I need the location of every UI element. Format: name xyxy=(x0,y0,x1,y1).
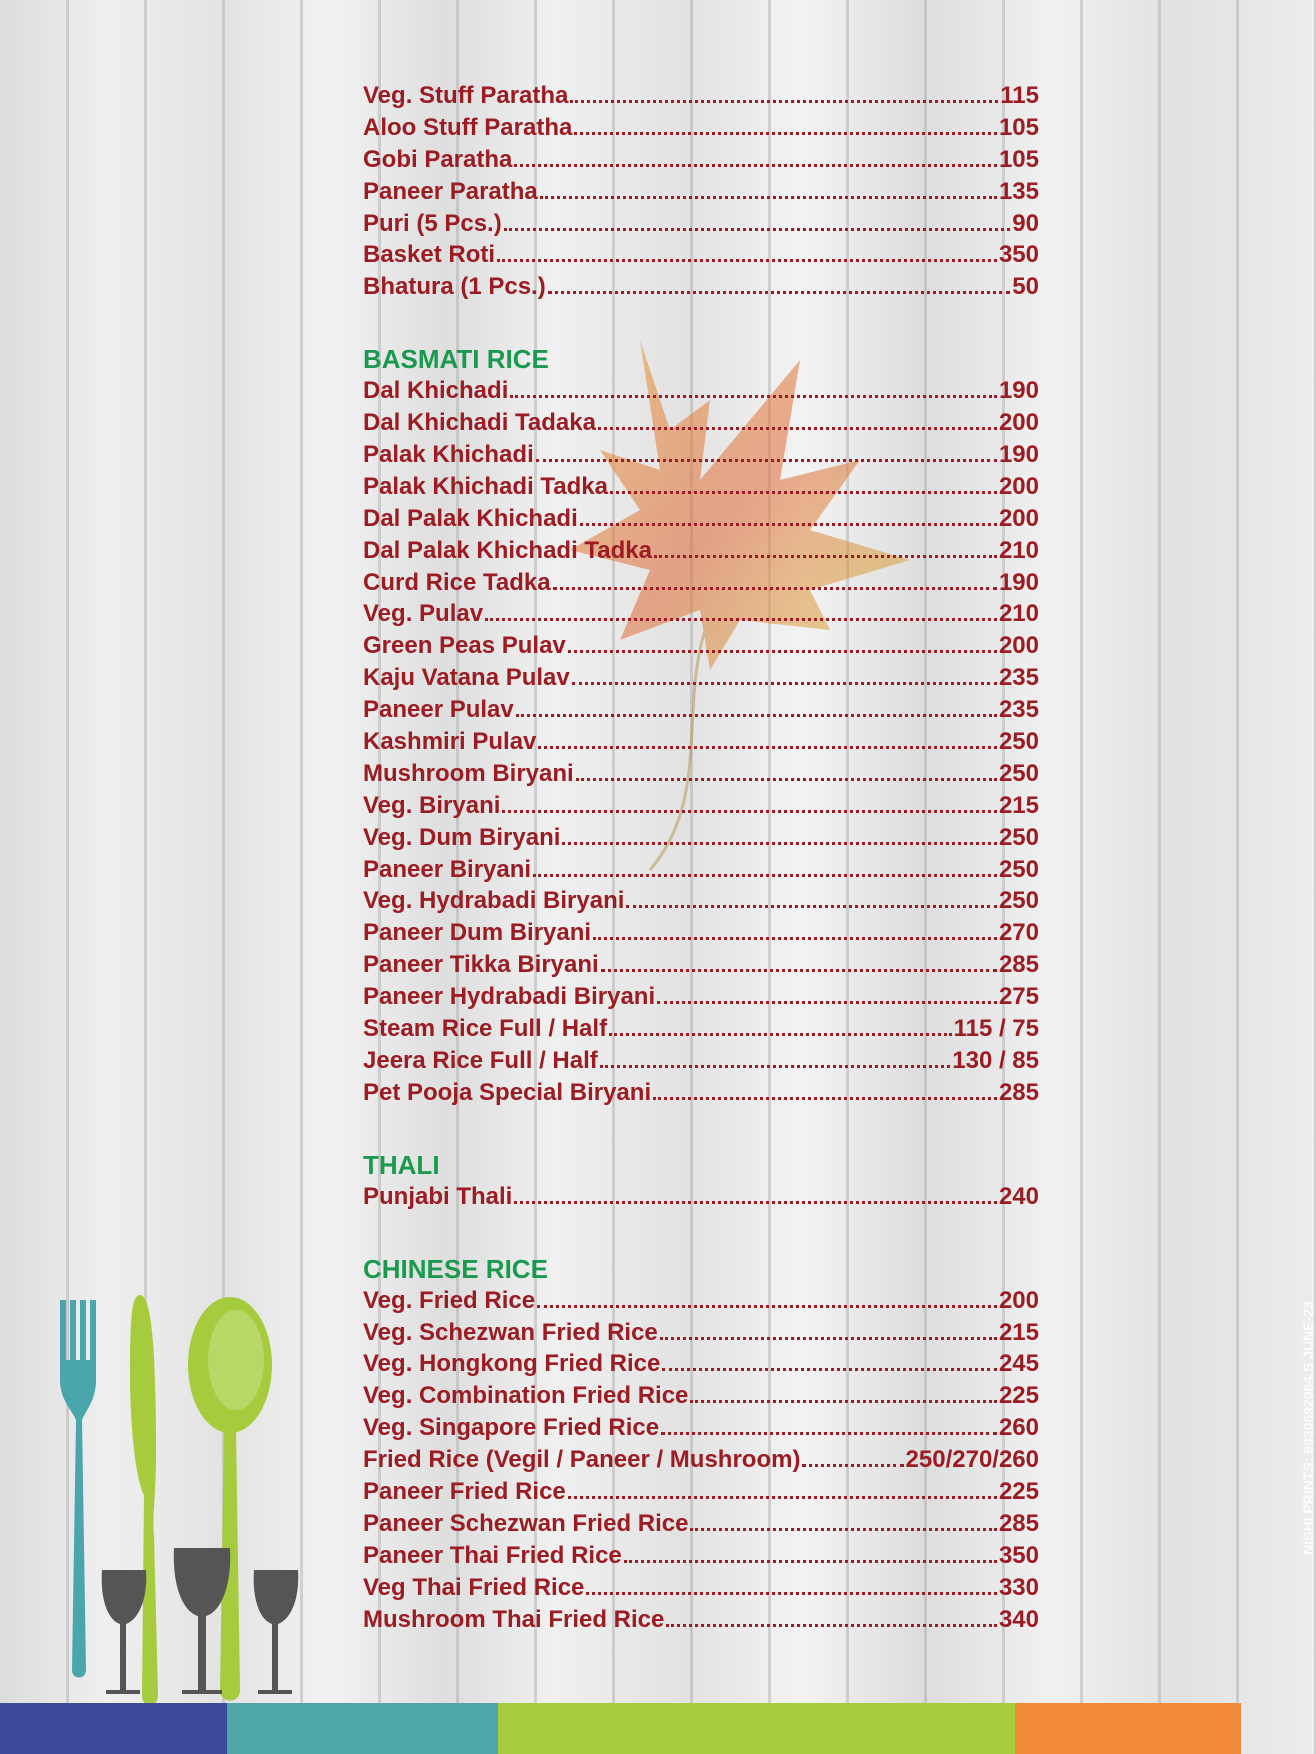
dot-leader xyxy=(553,567,997,590)
dot-leader xyxy=(654,535,997,558)
menu-item-price: 275 xyxy=(998,983,1039,1011)
menu-item-price: 115 / 75 xyxy=(953,1015,1039,1043)
dot-leader xyxy=(653,1077,997,1100)
cutlery-icon xyxy=(40,1290,320,1710)
dot-leader xyxy=(657,981,997,1004)
dot-leader xyxy=(533,854,997,877)
menu-item-name: Curd Rice Tadka xyxy=(363,568,551,596)
menu-item xyxy=(363,949,1039,981)
menu-item-name: Veg. Stuff Paratha xyxy=(363,82,569,109)
menu-item-name: Veg. Dum Biryani xyxy=(363,823,561,851)
section-gap xyxy=(363,303,1039,335)
print-credit: NISHI PRINTS: 9930692964 S JUNE-23 xyxy=(1300,1301,1316,1555)
footer-band-green xyxy=(498,1703,1015,1754)
dot-leader xyxy=(609,1013,952,1036)
menu-item-price: 200 xyxy=(998,632,1039,660)
menu-item-price: 350 xyxy=(998,241,1039,269)
menu-item xyxy=(363,471,1039,503)
menu-item-price: 270 xyxy=(998,919,1039,947)
menu-item-price: 50 xyxy=(1012,273,1039,301)
menu-item xyxy=(363,726,1039,758)
menu-item xyxy=(363,854,1039,886)
dot-leader xyxy=(626,885,997,908)
dot-leader xyxy=(586,1572,997,1595)
menu-item-price: 225 xyxy=(998,1382,1039,1410)
menu-item-price: 250 xyxy=(998,728,1039,756)
section-gap xyxy=(363,1213,1039,1245)
menu-item-price: 250/270/260 xyxy=(905,1446,1039,1474)
menu-item-name: Puri (5 Pcs.) xyxy=(363,209,502,237)
menu-item-price: 260 xyxy=(998,1414,1039,1442)
menu-item-name: Veg. Fried Rice xyxy=(363,1286,536,1314)
menu-item-name: Palak Khichadi xyxy=(363,441,534,469)
menu-item-price: 190 xyxy=(998,568,1039,596)
menu-item-name: Green Peas Pulav xyxy=(363,632,566,660)
menu-item-price: 340 xyxy=(998,1605,1039,1633)
footer-band-teal xyxy=(227,1703,498,1754)
menu-item-price: 250 xyxy=(998,887,1039,915)
menu-item xyxy=(363,239,1039,271)
menu-item-price: 250 xyxy=(998,759,1039,787)
menu-item-name: Veg. Singapore Fried Rice xyxy=(363,1414,660,1442)
menu-item-name: Paneer Thai Fried Rice xyxy=(363,1541,622,1569)
menu-item-name: Veg. Combination Fried Rice xyxy=(363,1382,689,1410)
menu-item xyxy=(363,694,1039,726)
menu-item xyxy=(363,1476,1039,1508)
menu-item xyxy=(363,567,1039,599)
menu-item-price: 235 xyxy=(998,664,1039,692)
menu-item-price: 105 xyxy=(998,113,1039,141)
menu-item xyxy=(363,112,1039,144)
menu-item xyxy=(363,885,1039,917)
menu-item-name: Paneer Pulav xyxy=(363,696,514,724)
menu-item xyxy=(363,917,1039,949)
menu-item-name: Veg. Hydrabadi Biryani xyxy=(363,887,625,915)
section-heading: BASMATI RICE xyxy=(363,344,549,375)
dot-leader xyxy=(548,271,1011,294)
dot-leader xyxy=(576,758,997,781)
menu-item xyxy=(363,1013,1039,1045)
menu-item xyxy=(363,1412,1039,1444)
menu-item xyxy=(363,503,1039,535)
menu-item-name: Paneer Tikka Biryani xyxy=(363,951,599,979)
menu-list xyxy=(363,80,1039,1635)
menu-item-price: 350 xyxy=(998,1541,1039,1569)
menu-item-price: 90 xyxy=(1012,209,1039,237)
dot-leader xyxy=(580,503,997,526)
dot-leader xyxy=(662,1348,997,1371)
section-gap xyxy=(363,1109,1039,1141)
menu-item-name: Paneer Biryani xyxy=(363,855,532,883)
menu-item-price: 215 xyxy=(998,791,1039,819)
dot-leader xyxy=(661,1412,997,1435)
menu-item-price: 200 xyxy=(998,409,1039,437)
menu-item xyxy=(363,1317,1039,1349)
dot-leader xyxy=(568,630,997,653)
menu-item xyxy=(363,598,1039,630)
menu-item xyxy=(363,758,1039,790)
menu-item-name: Veg. Pulav xyxy=(363,600,484,628)
menu-item-price: 210 xyxy=(998,600,1039,628)
menu-item-name: Paneer Paratha xyxy=(363,177,538,205)
menu-item-name: Dal Khichadi xyxy=(363,377,509,405)
menu-item-name: Paneer Fried Rice xyxy=(363,1477,566,1505)
menu-item-name: Gobi Paratha xyxy=(363,145,513,173)
dot-leader xyxy=(514,144,997,167)
menu-item-name: Dal Khichadi Tadaka xyxy=(363,409,596,437)
section-heading: CHINESE RICE xyxy=(363,1253,548,1284)
menu-item xyxy=(363,662,1039,694)
dot-leader xyxy=(600,1045,950,1068)
menu-item-price: 240 xyxy=(998,1182,1039,1210)
menu-item xyxy=(363,208,1039,240)
menu-item xyxy=(363,1572,1039,1604)
menu-item-name: Steam Rice Full / Half xyxy=(363,1015,608,1043)
menu-item xyxy=(363,144,1039,176)
menu-item xyxy=(363,1077,1039,1109)
menu-item-name: Mushroom Thai Fried Rice xyxy=(363,1605,665,1633)
menu-item-name: Bhatura (1 Pcs.) xyxy=(363,273,546,301)
menu-item xyxy=(363,1444,1039,1476)
menu-item-name: Veg. Hongkong Fried Rice xyxy=(363,1350,661,1378)
menu-item-name: Dal Palak Khichadi Tadka xyxy=(363,536,652,564)
menu-item-name: Kaju Vatana Pulav xyxy=(363,664,570,692)
dot-leader xyxy=(624,1540,997,1563)
menu-item xyxy=(363,375,1039,407)
menu-item-price: 250 xyxy=(998,855,1039,883)
menu-item-price: 235 xyxy=(998,696,1039,724)
menu-item-name: Veg. Schezwan Fried Rice xyxy=(363,1318,658,1346)
menu-item-price: 115 xyxy=(1000,82,1039,109)
menu-item-name: Dal Palak Khichadi xyxy=(363,504,578,532)
dot-leader xyxy=(660,1317,997,1340)
dot-leader xyxy=(504,208,1011,231)
menu-item-name: Jeera Rice Full / Half xyxy=(363,1046,598,1074)
menu-item-price: 200 xyxy=(998,472,1039,500)
menu-item-price: 135 xyxy=(998,177,1039,205)
dot-leader xyxy=(502,790,997,813)
dot-leader xyxy=(516,694,997,717)
menu-item-name: Veg. Biryani xyxy=(363,791,501,819)
dot-leader xyxy=(536,439,997,462)
menu-item xyxy=(363,1540,1039,1572)
dot-leader xyxy=(666,1604,997,1627)
menu-item-name: Paneer Dum Biryani xyxy=(363,919,592,947)
menu-item-name: Punjabi Thali xyxy=(363,1182,513,1210)
menu-item-name: Fried Rice (Vegil / Paneer / Mushroom) xyxy=(363,1446,801,1474)
dot-leader xyxy=(802,1444,903,1467)
menu-item xyxy=(363,1285,1039,1317)
menu-item xyxy=(363,981,1039,1013)
menu-item-name: Paneer Hydrabadi Biryani xyxy=(363,983,656,1011)
dot-leader xyxy=(485,598,997,621)
menu-item-name: Pet Pooja Special Biryani xyxy=(363,1078,652,1106)
menu-item xyxy=(363,176,1039,208)
dot-leader xyxy=(568,1476,997,1499)
menu-item-price: 215 xyxy=(998,1318,1039,1346)
dot-leader xyxy=(690,1508,996,1531)
menu-item-price: 130 / 85 xyxy=(952,1046,1039,1074)
menu-item xyxy=(363,271,1039,303)
menu-item-price: 285 xyxy=(998,1078,1039,1106)
menu-item-price: 285 xyxy=(998,1509,1039,1537)
menu-item xyxy=(363,1348,1039,1380)
menu-item xyxy=(363,535,1039,567)
menu-item-price: 330 xyxy=(998,1573,1039,1601)
menu-item-price: 285 xyxy=(998,951,1039,979)
dot-leader xyxy=(562,822,997,845)
menu-item-name: Paneer Schezwan Fried Rice xyxy=(363,1509,689,1537)
menu-item xyxy=(363,1045,1039,1077)
menu-item-name: Veg Thai Fried Rice xyxy=(363,1573,585,1601)
footer-band-blue xyxy=(0,1703,227,1754)
dot-leader xyxy=(601,949,997,972)
dot-leader xyxy=(690,1380,997,1403)
dot-leader xyxy=(514,1181,997,1204)
dot-leader xyxy=(497,239,997,262)
menu-item xyxy=(363,407,1039,439)
menu-item-price: 105 xyxy=(998,145,1039,173)
menu-item-price: 225 xyxy=(998,1477,1039,1505)
dot-leader xyxy=(510,375,997,398)
dot-leader xyxy=(538,726,997,749)
dot-leader xyxy=(598,407,997,430)
footer-color-bands xyxy=(0,1703,1241,1754)
menu-item xyxy=(363,439,1039,471)
dot-leader xyxy=(572,662,997,685)
menu-item-price: 190 xyxy=(998,441,1039,469)
section-heading: THALI xyxy=(363,1149,440,1180)
dot-leader xyxy=(570,80,998,103)
footer-band-orange xyxy=(1015,1703,1241,1754)
menu-item xyxy=(363,630,1039,662)
menu-item xyxy=(363,1181,1039,1213)
menu-item-price: 190 xyxy=(998,377,1039,405)
menu-item-name: Aloo Stuff Paratha xyxy=(363,113,573,141)
menu-item-name: Kashmiri Pulav xyxy=(363,728,537,756)
dot-leader xyxy=(540,176,997,199)
menu-item-name: Mushroom Biryani xyxy=(363,759,574,787)
menu-item xyxy=(363,790,1039,822)
menu-item xyxy=(363,1380,1039,1412)
menu-item xyxy=(363,1604,1039,1636)
dot-leader xyxy=(537,1285,997,1308)
menu-item xyxy=(363,822,1039,854)
menu-item-price: 250 xyxy=(998,823,1039,851)
menu-item-price: 200 xyxy=(998,1286,1039,1314)
menu-item xyxy=(363,80,1039,112)
menu-item-price: 245 xyxy=(998,1350,1039,1378)
dot-leader xyxy=(593,917,997,940)
dot-leader xyxy=(610,471,997,494)
menu-item xyxy=(363,1508,1039,1540)
menu-item-price: 200 xyxy=(998,504,1039,532)
menu-item-price: 210 xyxy=(998,536,1039,564)
menu-item-name: Palak Khichadi Tadka xyxy=(363,472,608,500)
menu-item-name: Basket Roti xyxy=(363,241,496,269)
dot-leader xyxy=(574,112,997,135)
